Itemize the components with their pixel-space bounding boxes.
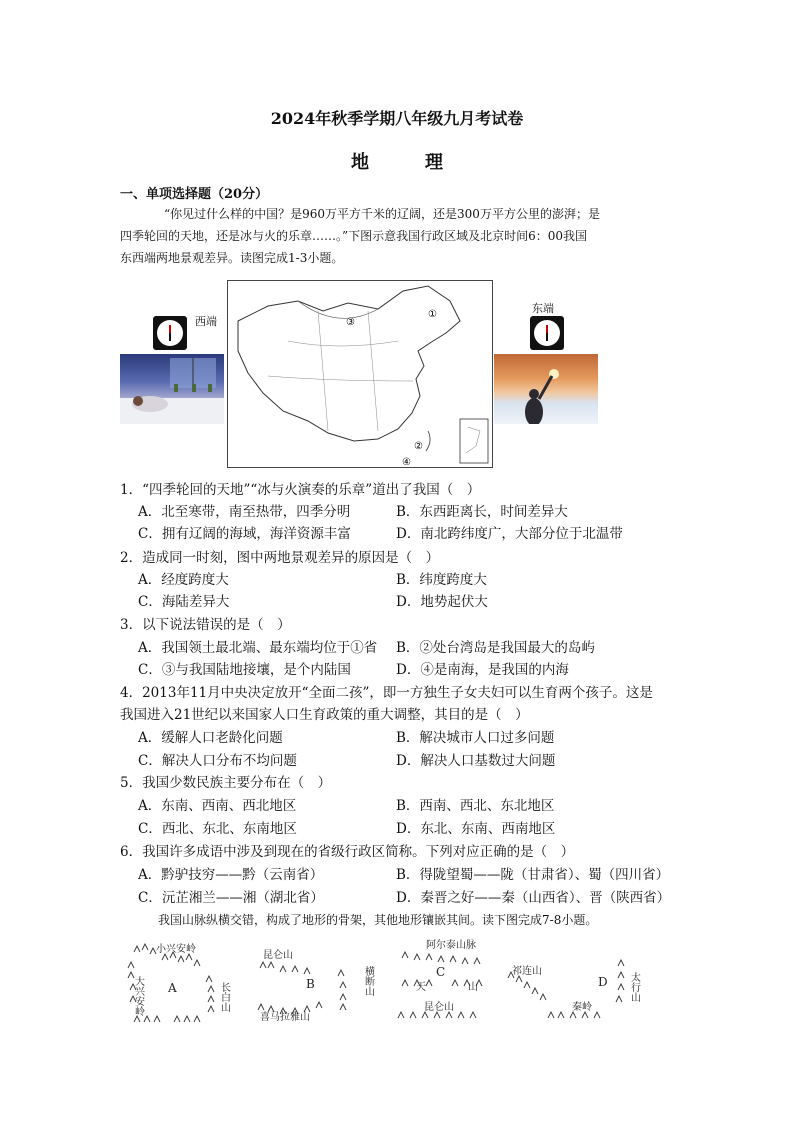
q1-option-a: A．北至寒带，南至热带，四季分明 — [138, 504, 351, 520]
q1-option-d: D．南北跨纬度广，大部分位于北温带 — [396, 526, 623, 542]
west-photo — [120, 354, 224, 424]
terrain-b-top: 昆仑山 — [263, 950, 293, 961]
terrain-b — [258, 948, 375, 1023]
terrain-b-bottom: 喜马拉雅山 — [260, 1012, 310, 1023]
subject-char-1: 地 — [351, 152, 369, 173]
q5-option-d: D．东北、东南、西南地区 — [396, 821, 556, 837]
q3-option-c: C．③与我国陆地接壤，是个内陆国 — [138, 662, 351, 678]
terrain-c-top: 阿尔泰山脉 — [426, 940, 476, 951]
map-label-3: ③ — [346, 317, 355, 328]
terrain-d-right: 太行山 — [628, 972, 640, 1002]
terrain-d-left: 祁连山 — [512, 966, 542, 977]
q1-option-b: B．东西距离长，时间差异大 — [396, 504, 568, 520]
intro-line-1: “你见过什么样的中国？是960万平方千米的辽阔，还是300万平方公里的澎湃；是 — [164, 207, 600, 221]
map-label-4: ④ — [402, 457, 411, 467]
q2-option-c: C．海陆差异大 — [138, 594, 230, 610]
terrain-c-right: 山 — [468, 982, 478, 993]
question-5: 5．我国少数民族主要分布在（ ） — [120, 775, 332, 791]
terrain-b-right: 横断山 — [362, 966, 374, 996]
q4-option-a: A．缓解人口老龄化问题 — [138, 730, 283, 746]
east-photo — [494, 354, 598, 424]
subject-title — [0, 148, 794, 174]
map-label-2: ② — [414, 441, 423, 452]
terrain-a-letter: A — [168, 981, 177, 995]
q3-option-d: D．④是南海，是我国的内海 — [396, 662, 569, 678]
terrain-a-top: 小兴安岭 — [156, 944, 196, 955]
q6-option-b: B．得陇望蜀——陇（甘肃省）、蜀（四川省） — [396, 867, 670, 883]
q1-option-c: C．拥有辽阔的海域，海洋资源丰富 — [138, 526, 351, 542]
terrain-c — [398, 938, 482, 1018]
china-map — [227, 280, 493, 468]
intro-line-2: 四季轮回的天地，还是冰与火的乐章……。”下图示意我国行政区域及北京时间6：00我国 — [120, 229, 588, 243]
west-clock-icon — [153, 316, 187, 350]
terrain-a-right: 长白山 — [218, 982, 230, 1012]
terrain-c-left: 天 — [416, 982, 426, 993]
terrain-a-left: 大兴安岭 — [132, 976, 144, 1016]
q6-option-a: A．黔驴技穷——黔（云南省） — [138, 867, 324, 883]
question-3: 3．以下说法错误的是（ ） — [120, 617, 291, 633]
question-4-cont: 我国进入21世纪以来国家人口生育政策的重大调整，其目的是（ ） — [120, 707, 529, 723]
q2-option-a: A．经度跨度大 — [138, 572, 229, 588]
question-2: 2．造成同一时刻，图中两地景观差异的原因是（ ） — [120, 550, 440, 566]
q4-option-b: B．解决城市人口过多问题 — [396, 730, 555, 746]
terrain-c-bottom: 昆仑山 — [424, 1002, 454, 1013]
q3-option-a: A．我国领土最北端、最东端均位于①省 — [138, 640, 378, 656]
q2-option-b: B．纬度跨度大 — [396, 572, 487, 588]
question-4: 4．2013年11月中央决定放开“全面二孩”，即一方独生子女夫妇可以生育两个孩子。这是 — [120, 685, 653, 701]
terrain-a — [128, 942, 231, 1022]
terrain-d-letter: D — [598, 975, 608, 989]
terrain-d-bottom: 秦岭 — [572, 1002, 592, 1013]
east-clock-icon — [530, 316, 564, 350]
intro-line-3: 东西端两地景观差异。读图完成1-3小题。 — [120, 251, 344, 265]
section2-intro: 我国山脉纵横交错，构成了地形的骨架，其他地形镶嵌其间。读下图完成7-8小题。 — [158, 913, 598, 927]
question-1: 1．“四季轮回的天地”“冰与火演奏的乐章”道出了我国（ ） — [120, 482, 481, 498]
west-label: 西端 — [195, 315, 217, 328]
section-heading: 一、单项选择题（20分） — [120, 187, 269, 202]
subject-char-2: 理 — [425, 152, 443, 173]
q5-option-a: A．东南、西南、西北地区 — [138, 798, 297, 814]
terrain-d — [508, 960, 641, 1018]
q6-option-d: D．秦晋之好——秦（山西省）、晋（陕西省） — [396, 890, 671, 906]
q4-option-d: D．解决人口基数过大问题 — [396, 753, 556, 769]
q5-option-c: C．西北、东北、东南地区 — [138, 821, 297, 837]
map-label-1: ① — [428, 309, 437, 320]
exam-title: 2024年秋季学期八年级九月考试卷 — [270, 109, 524, 128]
q3-option-b: B．②处台湾岛是我国最大的岛屿 — [396, 640, 595, 656]
q2-option-d: D．地势起伏大 — [396, 594, 488, 610]
terrain-b-letter: B — [306, 977, 315, 991]
question-6: 6．我国许多成语中涉及到现在的省级行政区简称。下列对应正确的是（ ） — [120, 844, 575, 860]
q6-option-c: C．沅芷湘兰——湘（湖北省） — [138, 890, 324, 906]
q4-option-c: C．解决人口分布不均问题 — [138, 753, 297, 769]
east-label: 东端 — [532, 302, 554, 315]
terrain-diagram — [118, 936, 658, 1026]
q5-option-b: B．西南、西北、东北地区 — [396, 798, 555, 814]
terrain-c-letter: C — [436, 965, 446, 979]
